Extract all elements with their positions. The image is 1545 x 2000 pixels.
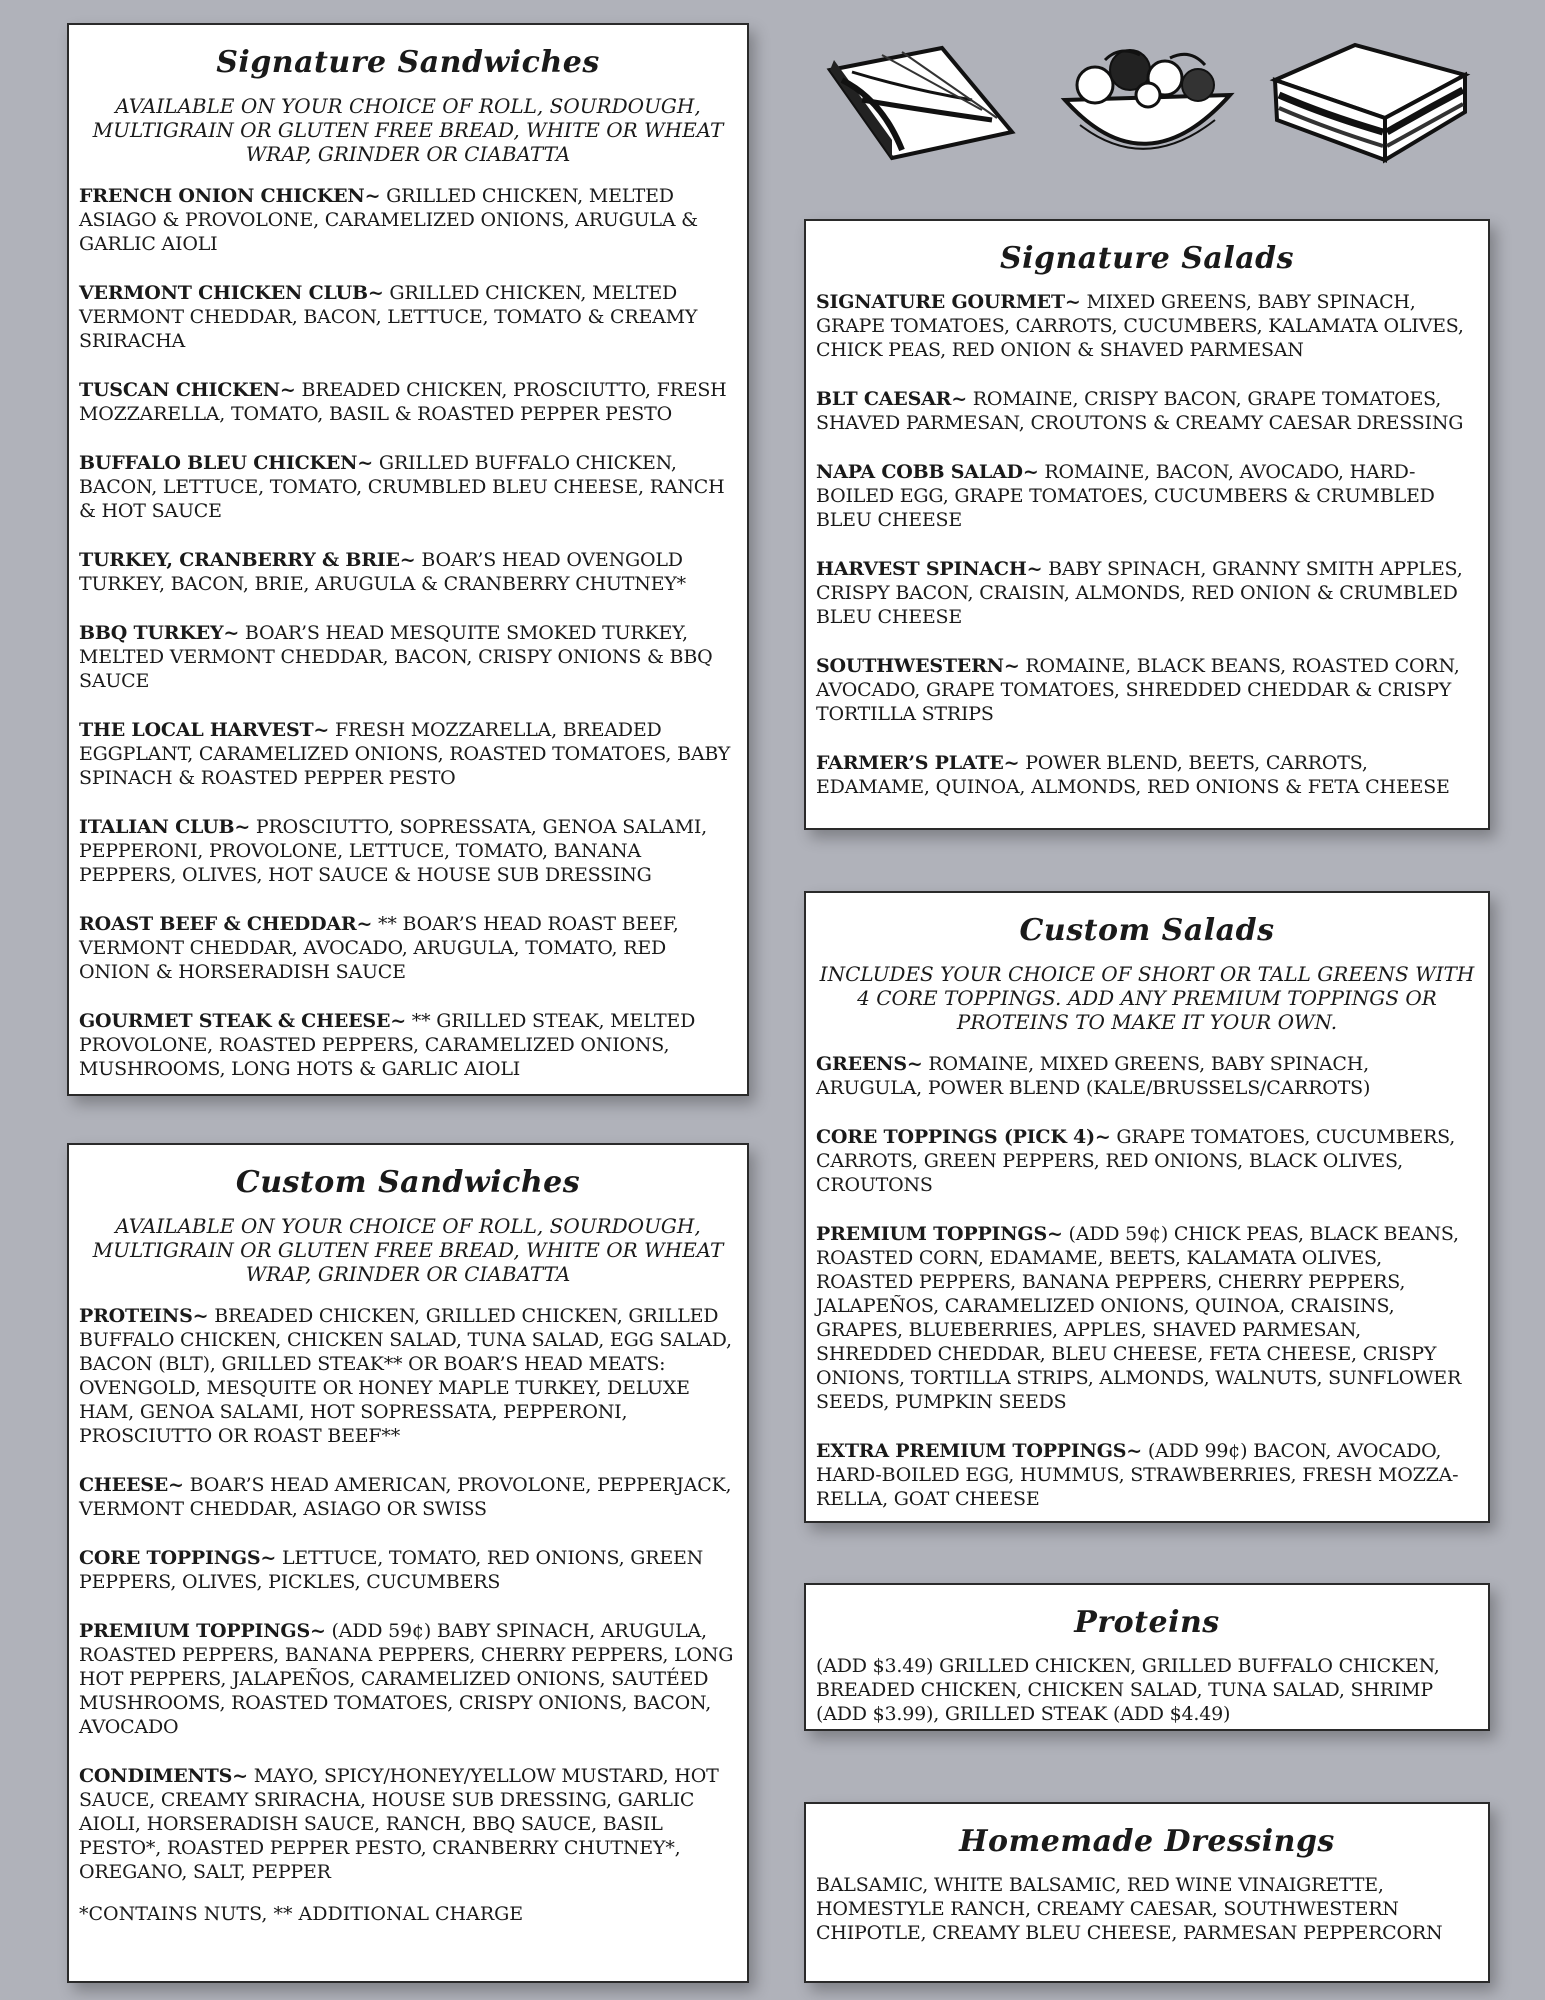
menu-item-description: ROMAINE, CRISPY BACON, GRAPE TOMATOES, SHAVED PARMESAN, CROUTONS & CREAMY CAESAR DRESSING [816, 388, 1464, 434]
section-intro: INCLUDES YOUR CHOICE OF SHORT OR TALL GREENS WITH 4 CORE TOPPINGS. ADD ANY PREMIUM TOPPINGS OR PROTEINS TO MAKE IT YOUR OWN. [819, 962, 1475, 1034]
footnote: *CONTAINS NUTS, ** ADDITIONAL CHARGE [79, 1903, 524, 1925]
section-title: Signature Salads [999, 241, 1295, 276]
menu-item-description: LETTUCE, TOMATO, RED ONIONS, GREEN PEPPERS, OLIVES, PICKLES, CUCUMBERS [79, 1547, 704, 1593]
menu-item [79, 1546, 737, 1594]
menu-item-description: (ADD 59¢) CHICK PEAS, BLACK BEANS, ROASTED CORN, EDAMAME, BEETS, KALAMATA OLIVES, ROASTED PEPPERS, BANANA PEPPERS, CHERRY PEPPERS, JALAPEÑOS, CARAMELIZED ONIONS, QUINOA, CRAISINS, GRAPES, BLUEBERRIES, APPLES, SHAVED PARMESAN, SHREDDED CHEDDAR, BLEU CHEESE, FETA CHEESE, CRISPY ONIONS, TORTILLA STRIPS, ALMONDS, WALNUTS, SUNFLOWER SEEDS, PUMPKIN SEEDS [816, 1223, 1462, 1413]
menu-item-description: ROMAINE, BLACK BEANS, ROASTED CORN, AVOCADO, GRAPE TOMATOES, SHREDDED CHEDDAR & CRISPY TORTILLA STRIPS [816, 655, 1460, 725]
menu-item-list [79, 1304, 737, 1884]
menu-item-description: FRESH MOZZARELLA, BREADED EGGPLANT, CARAMELIZED ONIONS, ROASTED TOMATOES, BABY SPINACH & ROASTED PEPPER PESTO [79, 719, 731, 789]
menu-item [79, 621, 737, 693]
menu-item-name: BBQ TURKEY~ [79, 622, 240, 644]
menu-item-name: CORE TOPPINGS~ [79, 1547, 277, 1569]
menu-item [79, 1764, 737, 1884]
menu-item [816, 751, 1478, 799]
menu-item-list [816, 290, 1478, 799]
menu-item-name: FARMER’S PLATE~ [816, 752, 1020, 774]
section-title: Custom Sandwiches [235, 1165, 581, 1200]
menu-item-name: SIGNATURE GOURMET~ [816, 291, 1081, 313]
section-title: Custom Salads [1019, 913, 1275, 948]
dressings-text: BALSAMIC, WHITE BALSAMIC, RED WINE VINAIGRETTE, HOMESTYLE RANCH, CREAMY CAESAR, SOUTHWESTERN CHIPOTLE, CREAMY BLEU CHEESE, PARMESAN PEPPERCORN [816, 1874, 1443, 1944]
sandwich-illustration-icon [1265, 40, 1475, 174]
section-title: Homemade Dressings [959, 1824, 1335, 1859]
menu-item-description: BABY SPINACH, GRANNY SMITH APPLES, CRISPY BACON, CRAISIN, ALMONDS, RED ONION & CRUMBLED BLEU CHEESE [816, 558, 1463, 628]
menu-item-description: GRILLED CHICKEN, MELTED VERMONT CHEDDAR, BACON, LETTUCE, TOMATO & CREAMY SRIRACHA [79, 282, 698, 352]
menu-item-name: HARVEST SPINACH~ [816, 558, 1043, 580]
menu-item-description: PROSCIUTTO, SOPRESSATA, GENOA SALAMI, PEPPERONI, PROVOLONE, LETTUCE, TOMATO, BANANA PEPPERS, OLIVES, HOT SAUCE & HOUSE SUB DRESSING [79, 816, 707, 886]
section-title: Proteins [1074, 1605, 1220, 1640]
menu-item-name: ITALIAN CLUB~ [79, 816, 251, 838]
menu-item [79, 1009, 737, 1081]
menu-item [79, 451, 737, 523]
menu-item [79, 184, 737, 256]
menu-item-name: VERMONT CHICKEN CLUB~ [79, 282, 384, 304]
menu-item-name: ROAST BEEF & CHEDDAR~ [79, 913, 373, 935]
menu-item-name: THE LOCAL HARVEST~ [79, 719, 330, 741]
menu-item-description: GRILLED CHICKEN, MELTED ASIAGO & PROVOLONE, CARAMELIZED ONIONS, ARUGULA & GARLIC AIOLI [79, 185, 698, 255]
menu-item [816, 654, 1478, 726]
signature-sandwiches-panel [67, 23, 749, 1096]
menu-item [79, 378, 737, 426]
menu-item-description: MIXED GREENS, BABY SPINACH, GRAPE TOMATOES, CARROTS, CUCUMBERS, KALAMATA OLIVES, CHICK PEAS, RED ONION & SHAVED PARMESAN [816, 291, 1464, 361]
menu-item-name: EXTRA PREMIUM TOPPINGS~ [816, 1440, 1142, 1462]
menu-item-name: GREENS~ [816, 1053, 923, 1075]
menu-item [79, 912, 737, 984]
proteins-panel [804, 1583, 1490, 1731]
salad-bowl-illustration-icon [1050, 40, 1240, 174]
menu-item-description: MAYO, SPICY/HONEY/YELLOW MUSTARD, HOT SAUCE, CREAMY SRIRACHA, HOUSE SUB DRESSING, GARLIC AIOLI, HORSERADISH SAUCE, RANCH, BBQ SAUCE, BASIL PESTO*, ROASTED PEPPER PESTO, CRANBERRY CHUTNEY*, OREGANO, SALT, PEPPER [79, 1765, 719, 1883]
menu-item-name: CHEESE~ [79, 1474, 184, 1496]
menu-item [79, 718, 737, 790]
signature-salads-panel [804, 219, 1490, 830]
menu-item-description: BOAR’S HEAD AMERICAN, PROVOLONE, PEPPERJACK, VERMONT CHEDDAR, ASIAGO OR SWISS [79, 1474, 732, 1520]
menu-item-description: (ADD 99¢) BACON, AVOCADO, HARD-BOILED EGG, HUMMUS, STRAWBERRIES, FRESH MOZZA-RELLA, GOAT CHEESE [816, 1440, 1459, 1510]
menu-item-name: GOURMET STEAK & CHEESE~ [79, 1010, 406, 1032]
menu-item [816, 1052, 1478, 1100]
menu-item-description: ** BOAR’S HEAD ROAST BEEF, VERMONT CHEDDAR, AVOCADO, ARUGULA, TOMATO, RED ONION & HORSERADISH SAUCE [79, 913, 679, 983]
menu-item-description: BOAR’S HEAD MESQUITE SMOKED TURKEY, MELTED VERMONT CHEDDAR, BACON, CRISPY ONIONS & BBQ SAUCE [79, 622, 713, 692]
menu-item [816, 1222, 1478, 1414]
menu-item-list [79, 184, 737, 1081]
menu-item-name: PROTEINS~ [79, 1305, 209, 1327]
menu-item-description: BOAR’S HEAD OVENGOLD TURKEY, BACON, BRIE, ARUGULA & CRANBERRY CHUTNEY* [79, 549, 686, 595]
menu-item-name: PREMIUM TOPPINGS~ [79, 1620, 326, 1642]
menu-item-description: (ADD 59¢) BABY SPINACH, ARUGULA, ROASTED PEPPERS, BANANA PEPPERS, CHERRY PEPPERS, LONG HOT PEPPERS, JALAPEÑOS, CARAMELIZED ONIONS, SAUTÉED MUSHROOMS, ROASTED TOMATOES, CRISPY ONIONS, BACON, AVOCADO [79, 1620, 734, 1738]
menu-item-description: ROMAINE, BACON, AVOCADO, HARD-BOILED EGG, GRAPE TOMATOES, CUCUMBERS & CRUMBLED BLEU CHEESE [816, 461, 1435, 531]
section-intro: AVAILABLE ON YOUR CHOICE OF ROLL, SOURDOUGH, MULTIGRAIN OR GLUTEN FREE BREAD, WHITE OR WHEAT WRAP, GRINDER OR CIABATTA [92, 94, 724, 166]
menu-item-description: BREADED CHICKEN, PROSCIUTTO, FRESH MOZZARELLA, TOMATO, BASIL & ROASTED PEPPER PESTO [79, 379, 727, 425]
menu-item [816, 557, 1478, 629]
menu-item-name: TURKEY, CRANBERRY & BRIE~ [79, 549, 416, 571]
menu-item-name: CORE TOPPINGS (PICK 4)~ [816, 1126, 1111, 1148]
menu-item [816, 387, 1478, 435]
menu-item-name: SOUTHWESTERN~ [816, 655, 1020, 677]
menu-item [79, 1304, 737, 1448]
menu-item-description: POWER BLEND, BEETS, CARROTS, EDAMAME, QUINOA, ALMONDS, RED ONIONS & FETA CHEESE [816, 752, 1450, 798]
section-intro: AVAILABLE ON YOUR CHOICE OF ROLL, SOURDOUGH, MULTIGRAIN OR GLUTEN FREE BREAD, WHITE OR WHEAT WRAP, GRINDER OR CIABATTA [92, 1214, 724, 1286]
menu-item-name: NAPA COBB SALAD~ [816, 461, 1039, 483]
menu-item-name: FRENCH ONION CHICKEN~ [79, 185, 381, 207]
menu-item [816, 1439, 1478, 1511]
menu-item-name: PREMIUM TOPPINGS~ [816, 1223, 1063, 1245]
menu-item [79, 281, 737, 353]
menu-item [79, 548, 737, 596]
menu-item-description: ROMAINE, MIXED GREENS, BABY SPINACH, ARUGULA, POWER BLEND (KALE/BRUSSELS/CARROTS) [816, 1053, 1371, 1099]
menu-item [816, 290, 1478, 362]
menu-item-description: BREADED CHICKEN, GRILLED CHICKEN, GRILLED BUFFALO CHICKEN, CHICKEN SALAD, TUNA SALAD, EGG SALAD, BACON (BLT), GRILLED STEAK** OR BOAR’S HEAD MEATS: OVENGOLD, MESQUITE OR HONEY MAPLE TURKEY, DELUXE HAM, GENOA SALAMI, HOT SOPRESSATA, PEPPERONI, PROSCIUTTO OR ROAST BEEF** [79, 1305, 732, 1447]
custom-salads-panel [804, 891, 1490, 1523]
menu-item-description: ** GRILLED STEAK, MELTED PROVOLONE, ROASTED PEPPERS, CARAMELIZED ONIONS, MUSHROOMS, LONG HOTS & GARLIC AIOLI [79, 1010, 696, 1080]
section-title: Signature Sandwiches [216, 45, 600, 80]
custom-sandwiches-panel [67, 1143, 749, 1983]
menu-item [79, 1619, 737, 1739]
menu-item-name: TUSCAN CHICKEN~ [79, 379, 296, 401]
menu-item [816, 460, 1478, 532]
menu-item [816, 1125, 1478, 1197]
menu-item [79, 815, 737, 887]
proteins-text: (ADD $3.49) GRILLED CHICKEN, GRILLED BUFFALO CHICKEN, BREADED CHICKEN, CHICKEN SALAD, TUNA SALAD, SHRIMP (ADD $3.99), GRILLED STEAK (ADD $4.49) [816, 1655, 1440, 1725]
menu-item-description: GRILLED BUFFALO CHICKEN, BACON, LETTUCE, TOMATO, CRUMBLED BLEU CHEESE, RANCH & HOT SAUCE [79, 452, 725, 522]
menu-item-name: CONDIMENTS~ [79, 1765, 248, 1787]
menu-item-list [816, 1052, 1478, 1511]
sandwich-illustration-icon [822, 40, 1022, 174]
menu-item-name: BLT CAESAR~ [816, 388, 967, 410]
menu-item [79, 1473, 737, 1521]
menu-item-name: BUFFALO BLEU CHICKEN~ [79, 452, 374, 474]
menu-item-description: GRAPE TOMATOES, CUCUMBERS, CARROTS, GREEN PEPPERS, RED ONIONS, BLACK OLIVES, CROUTONS [816, 1126, 1456, 1196]
dressings-panel [804, 1802, 1490, 1983]
